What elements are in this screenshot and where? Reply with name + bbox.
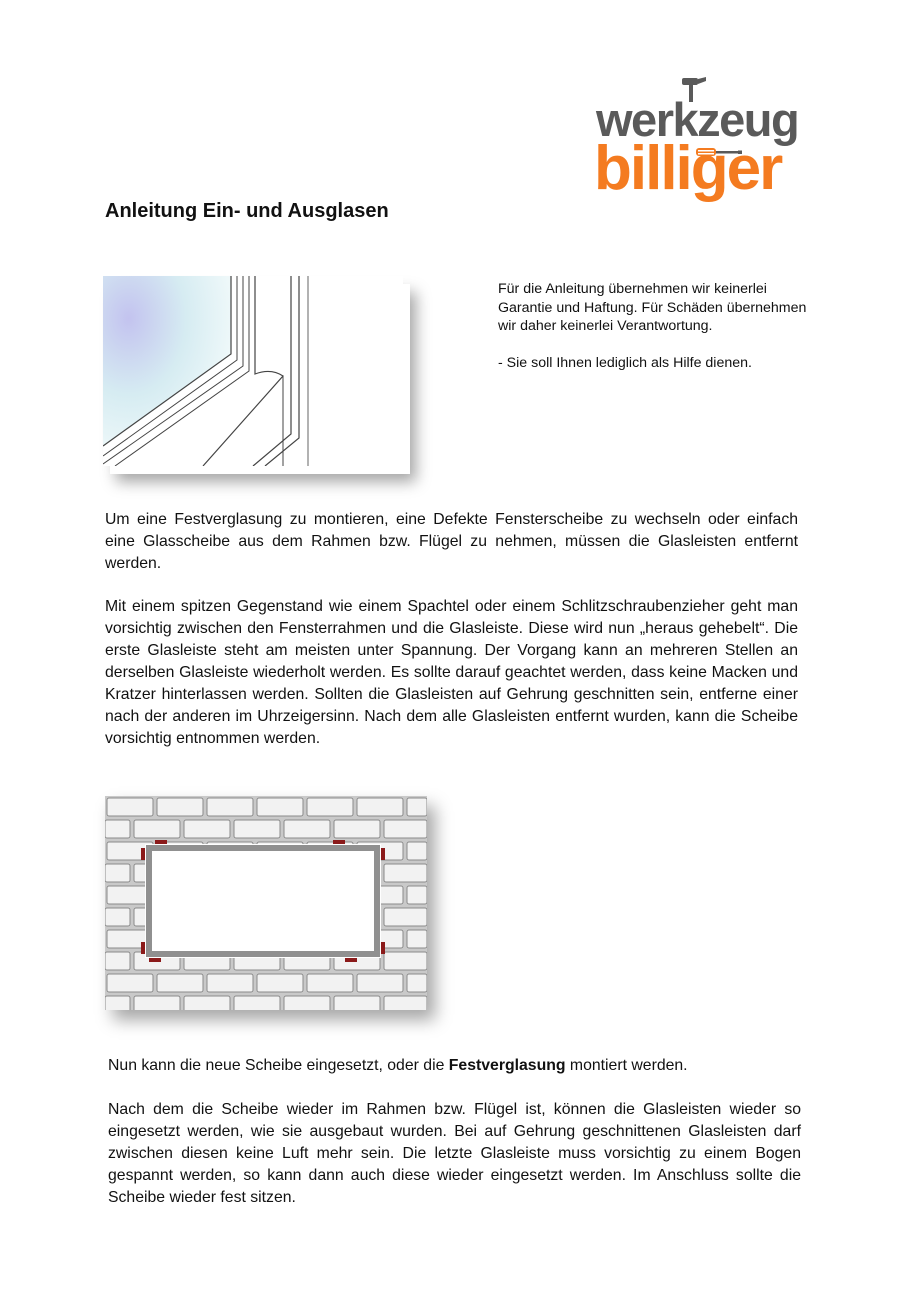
window-corner-illustration [103,276,403,466]
paragraph-reinstall-text: Nach dem die Scheibe wieder im Rahmen bzw. Flügel ist, können die Glasleisten wieder so eingesetzt werden, wie sie ausgebaut wurden. Bei auf Gehrung geschnittenen Glasleisten darf zwischen diesen keine Luft mehr sein. Die letzte Glasleiste muss vorsichtig zu einem Bogen gespannt werden, so kann dann auch diese wieder eingesetzt werden. Im Anschluss sollte die Scheibe wieder fest sitzen. [108,1101,801,1206]
brick [207,798,253,816]
brick [284,996,330,1010]
brick [234,996,280,1010]
disclaimer-text: Für die Anleitung übernehmen wir keinerlei Garantie und Haftung. Für Schäden übernehmen wir daher keinerlei Verantwortung. [498,281,807,334]
logo-line-werkzeug: werkzeug [596,93,799,146]
brick [234,820,280,838]
brick [407,842,427,860]
brick [407,930,427,948]
brick [384,864,427,882]
brand-logo [592,76,807,216]
brick [407,798,427,816]
brick [284,820,330,838]
brick [307,974,353,992]
brick [107,974,153,992]
brick [334,996,380,1010]
brick [407,886,427,904]
brick [207,974,253,992]
paragraph-removal-text: Mit einem spitzen Gegenstand wie einem Spachtel oder einem Schlitzschraubenzieher geht man vorsichtig zwischen den Fensterrahmen und die Glasleiste. Diese wird nun „heraus gehebelt“. Die erste Glasleiste steht am meisten unter Spannung. Der Vorgang kann an mehreren Stellen an derselben Glasleiste wiederholt werden. Es sollte darauf geachtet werden, dass keine Macken und Kratzer hinterlassen werden. Sollten die Glasleisten auf Gehrung geschnitten sein, entferne einer nach der anderen im Uhrzeigersinn. Nach dem alle Glasleisten entfernt wurden, kann die Scheibe vorsichtig entnommen werden. [105,598,798,747]
paragraph-reinstall [108,1099,801,1209]
brick [384,908,427,926]
disclaimer-help-text: - Sie soll Ihnen lediglich als Hilfe dienen. [498,355,752,371]
paragraph-insert [108,1055,801,1077]
logo-line-billiger: billiger [594,134,782,203]
brick [334,820,380,838]
brick [105,996,130,1010]
brick [134,996,180,1010]
brick [307,798,353,816]
paragraph-intro [105,509,798,575]
brick [357,798,403,816]
brick [134,820,180,838]
brick [105,952,130,970]
brick [157,798,203,816]
brick [105,820,130,838]
brick [184,996,230,1010]
page-title: Anleitung Ein- und Ausglasen [105,200,389,222]
brick [257,798,303,816]
paragraph-insert-end: montiert werden. [565,1057,688,1074]
brick [184,820,230,838]
brick [357,974,403,992]
brick [407,974,427,992]
brick [384,820,427,838]
brick [105,908,130,926]
paragraph-insert-start: Nun kann die neue Scheibe eingesetzt, oder die [108,1057,449,1074]
paragraph-insert-bold: Festverglasung [448,1057,566,1074]
brick-wall-window-illustration [105,796,427,1010]
brick [257,974,303,992]
paragraph-intro-text: Um eine Festverglasung zu montieren, eine Defekte Fensterscheibe zu wechseln oder einfach eine Glasscheibe aus dem Rahmen bzw. Flügel zu nehmen, müssen die Glasleisten entfernt werden. [105,511,798,572]
brick [107,798,153,816]
paragraph-insert-text [108,1055,801,1077]
brick [384,996,427,1010]
paragraph-removal [105,596,798,750]
brick [105,864,130,882]
disclaimer-note [498,280,818,373]
brick [157,974,203,992]
brick [384,952,427,970]
